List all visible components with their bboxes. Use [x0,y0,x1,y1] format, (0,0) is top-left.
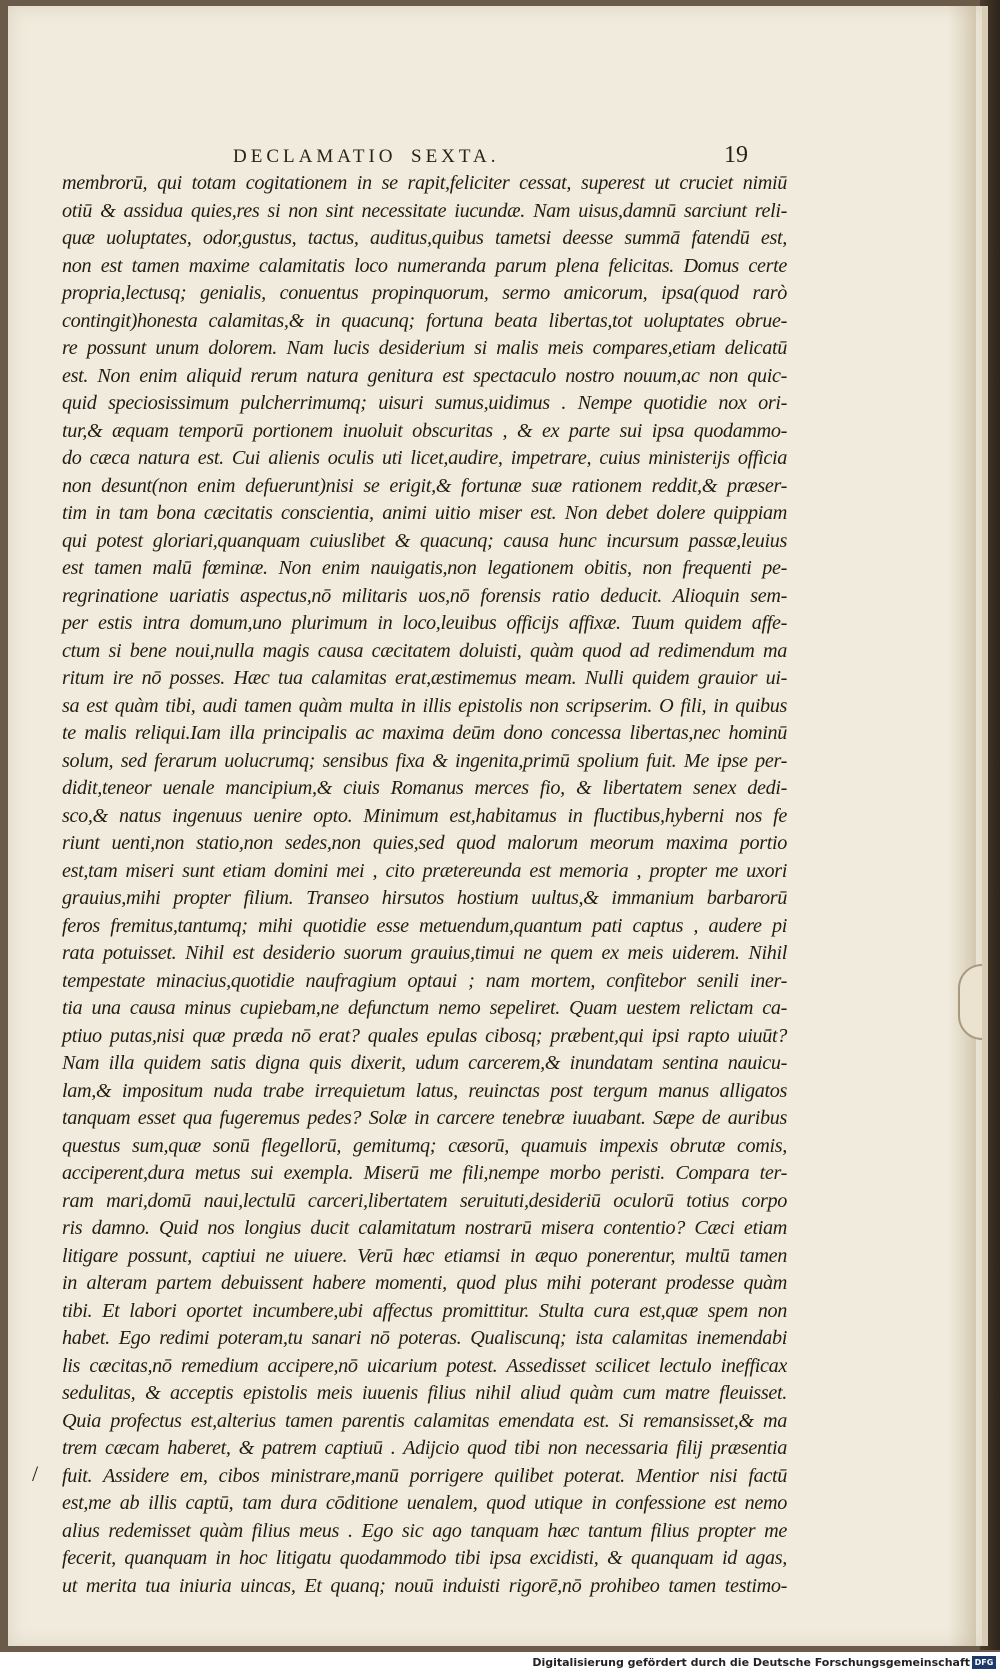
text-line: est tamen malū fœminæ. Non enim nauigatis,non legationem obitis, non frequenti pe- [62,557,787,579]
text-line: trem cæcam haberet, & patrem captiuū . Adijcio quod tibi non necessaria filij præsentia [62,1437,787,1459]
page-fold [948,6,976,1646]
text-line: grauius,mihi propter filium. Transeo hirsutos hostium uultus,& immanium barbarorū [62,887,787,909]
text-line: quæ uoluptates, odor,gustus, tactus, auditus,quibus tametsi deesse summā fatendū est, [62,227,787,249]
text-line: est,me ab illis captū, tam dura cōditione uenalem, quod utique in confessione est nemo [62,1492,787,1514]
text-line: questus sum,quæ sonū flegellorū, gemitumq; cæsorū, quamuis impexis obrutæ comis, [62,1134,787,1157]
margin-mark: / [32,1461,39,1486]
text-line: ptiuo putas,nisi quæ præda nō erat? quales epulas cibosq; præbent,qui ipsi rapto uiuūt? [62,1024,787,1047]
text-line: ritum ire nō posses. Hæc tua calamitas erat,æstimemus meam. Nulli quidem grauior ui- [62,667,787,689]
book-page [8,6,988,1646]
text-line: lam,& impositum nuda trabe irrequietum latus, reuinctas post tergum manus alligatos [62,1079,787,1102]
text-line: litigare possunt, captiui ne uiuere. Verū hæc etiamsi in æquo ponerentur, multū tamen [62,1244,787,1267]
text-line: habet. Ego redimi poteram,tu sanari nō poteras. Qualiscunq; ista calamitas inemendabi [62,1327,787,1349]
text-line: membrorū, qui totam cogitationem in se rapit,feliciter cessat, superest ut cruciet nimiū [62,172,787,194]
thumb-tab [958,964,982,1040]
text-line: est. Non enim aliquid rerum natura genitura est spectaculo nostro nouum,ac non quic- [62,364,787,387]
text-line: est,tam miseri sunt etiam domini mei , cito prætereunda est memoria , propter me uxori [62,859,787,882]
text-line: ris damno. Quid nos longius ducit calamitatum nostrarū misera contentio? Cæci etiam [62,1217,787,1239]
text-line: ut merita tua iniuria uincas, Et quanq; nouū induisti rigorē,nō prohibeo tamen testimo- [62,1574,787,1597]
text-line: Nam illa quidem satis digna quis dixerit, udum carcerem,& inundatam sentina nauicu- [62,1052,787,1074]
page-number: 19 [724,142,748,168]
text-line: te malis reliqui.Iam illa principalis ac maxima deūm dono concessa libertas,nec hominū [62,722,787,744]
text-line: qui potest gloriari,quanquam cuiuslibet & quacunq; causa hunc incursum passæ,leuius [62,529,787,552]
text-line: ram mari,domū naui,lectulū carceri,libertatem seruituti,desideriū oculorū totius corpo [62,1189,787,1212]
running-head-title-right: SEXTA. [411,146,500,167]
text-line: sa est quàm tibi, audi tamen quàm multa in illis epistolis non scripserim. O fili, in quibus [62,694,787,717]
text-line: regrinatione uariatis aspectus,nō militaris uos,nō forensis ratio deducit. Alioquin sem- [62,584,787,607]
text-line: propria,lectusq; genialis, conuentus propinquorum, sermo amicorum, ipsa(quod rarò [62,282,787,304]
text-line: tanquam esset qua fugeremus pedes? Solæ in carcere tenebræ iuuabant. Sæpe de auribus [62,1107,787,1129]
text-line: sedulitas, & acceptis epistolis meis iuuenis filius nihil aliud quàm cum matre fleuisset. [62,1382,787,1404]
text-line: alius redemisset quàm filius meus . Ego sic ago tanquam hæc tantum filius propter me [62,1519,787,1542]
text-line: didit,teneor uenale mancipium,& ciuis Romanus merces fio, & libertatem senex dedi- [62,777,787,799]
text-line: non est tamen maxime calamitatis loco numeranda parum plena felicitas. Domus certe [62,254,787,277]
text-line: re possunt unum dolorem. Nam lucis desiderium si malis meis compares,etiam delicatū [62,337,787,359]
text-line: acciperent,dura metus sui exempla. Miserū me fili,nempe morbo peristi. Compara ter- [62,1162,787,1184]
text-line: lis cæcitas,nō remedium accipere,nō uicarium potest. Assedisset scilicet lectulo inefficax [62,1354,787,1377]
text-line: feros fremitus,tantumq; mihi quotidie esse metuendum,quantum pati captus , audere pi [62,914,787,937]
text-line: tim in tam bona cæcitatis conscientia, animi uitio miser est. Non debet dolere quippiam [62,502,787,524]
body-text [62,170,787,1600]
text-line: otiū & assidua quies,res si non sint necessitate iucundæ. Nam uisus,damnū sarciunt reli- [62,199,787,222]
text-line: quid speciosissimum pulcherrimumq; uisuri sumus,uidimus . Nempe quotidie nox ori- [62,392,787,414]
text-line: tia una causa minus cupiebam,ne defunctum nemo sepeliret. Quam uestem relictam ca- [62,997,787,1019]
dfg-logo: DFG [972,1656,996,1669]
text-line: fecerit, quanquam in hoc litigatu quodammodo tibi ipsa excidisti, & quanquam id agas, [62,1547,787,1569]
text-line: tibi. Et labori oportet incumbere,ubi affectus promittitur. Stulta cura est,quæ spem non [62,1299,787,1322]
text-line: tempestate minacius,quotidie naufragium optaui ; nam mortem, confitebor senili iner- [62,969,787,992]
text-line: sco,& natus ingenuus uenire opto. Minimum est,habitamus in fluctibus,hyberni nos fe [62,804,787,827]
text-line: Quia profectus est,alterius tamen parentis calamitas emendata est. Si remansisset,& ma [62,1409,787,1432]
text-line: non desunt(non enim defuerunt)nisi se erigit,& fortunæ suæ rationem reddit,& præser- [62,474,787,497]
text-line: per estis intra domum,uno plurimum in loco,leuibus officijs affixæ. Tuum quidem affe- [62,612,787,634]
text-line: fuit. Assidere em, cibos ministrare,manū porrigere quilibet poterat. Mentior nisi factū [62,1464,787,1487]
text-line: ctum si bene noui,nulla magis causa cæcitatem doluisti, quàm quod ad redimendum ma [62,639,787,662]
footer-bar [0,1652,1000,1674]
running-head [8,142,982,172]
running-head-title-left: DECLAMATIO [233,146,397,167]
text-line: riunt uenti,non statio,non sedes,non quies,sed quod malorum meorum maxima portio [62,832,787,854]
footer-credit: Digitalisierung gefördert durch die Deutsche Forschungsgemeinschaft [532,1656,970,1669]
text-line: solum, sed ferarum uolucrumq; sensibus fixa & ingenita,primū spolium fuit. Me ipse per- [62,749,787,772]
text-line: rata potuisset. Nihil est desiderio suorum grauius,timui ne quem ex meis uiderem. Nihil [62,942,787,964]
text-line: tur,& æquam temporū portionem inuoluit obscuritas , & ex parte sui ipsa quodammo- [62,419,787,442]
text-line: in alteram partem debuissent habere momenti, quod plus mihi poterant prodesse quàm [62,1272,787,1294]
text-line: contingit)honesta calamitas,& in quacunq; fortuna beata libertas,tot uoluptates obrue- [62,309,787,332]
text-line: do cæca natura est. Cui alienis oculis uti licet,audire, impetrare, cuius ministerijs officia [62,447,787,469]
